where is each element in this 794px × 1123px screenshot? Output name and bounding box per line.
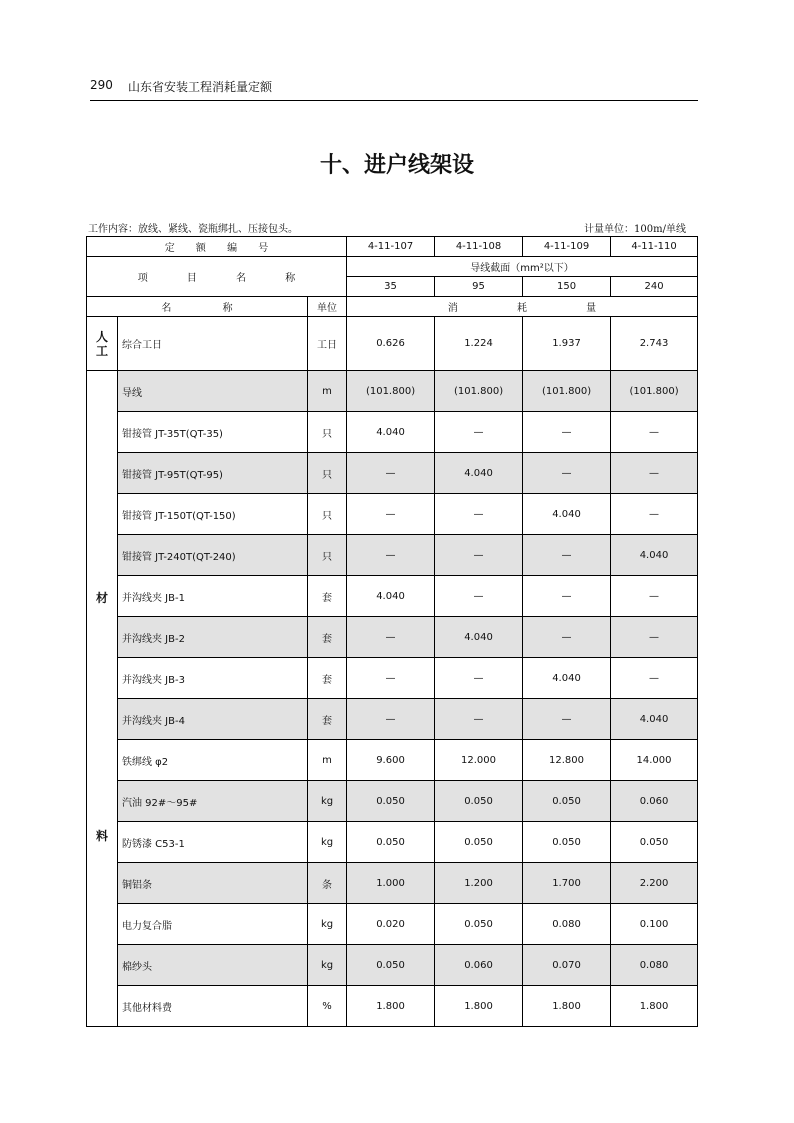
- material-value: 0.050: [347, 781, 435, 822]
- material-value: —: [611, 412, 698, 453]
- material-value: 1.200: [435, 863, 523, 904]
- material-item-unit: kg: [308, 904, 347, 945]
- material-row: [87, 904, 698, 945]
- material-value: —: [611, 576, 698, 617]
- material-item-name: 其他材料费: [118, 986, 308, 1027]
- material-value: 1.800: [347, 986, 435, 1027]
- book-title: 山东省安装工程消耗量定额: [128, 80, 273, 94]
- material-item-unit: 只: [308, 535, 347, 576]
- material-row: [87, 371, 698, 412]
- page-number: 290: [90, 78, 113, 92]
- quota-code-label: 定 额 编 号: [87, 237, 347, 257]
- material-value: 0.020: [347, 904, 435, 945]
- material-value: —: [611, 617, 698, 658]
- material-row: [87, 740, 698, 781]
- material-value: 0.080: [611, 945, 698, 986]
- material-row: [87, 412, 698, 453]
- material-item-name: 铜铝条: [118, 863, 308, 904]
- material-row: [87, 945, 698, 986]
- material-value: —: [435, 494, 523, 535]
- material-row: [87, 535, 698, 576]
- material-item-unit: 只: [308, 494, 347, 535]
- material-item-name: 并沟线夹 JB-3: [118, 658, 308, 699]
- material-value: —: [347, 494, 435, 535]
- material-value: —: [611, 453, 698, 494]
- material-value: —: [611, 494, 698, 535]
- col-unit-header: 单位: [308, 297, 347, 317]
- labor-group-char: 工: [95, 343, 108, 358]
- measure-unit: 计量单位：100m/单线: [584, 224, 686, 235]
- size-value: 150: [523, 277, 611, 297]
- material-value: 0.050: [611, 822, 698, 863]
- material-item-unit: kg: [308, 781, 347, 822]
- material-value: 2.200: [611, 863, 698, 904]
- material-group-char: 料: [95, 829, 108, 843]
- material-value: 0.060: [611, 781, 698, 822]
- quota-code: 4-11-107: [347, 237, 435, 257]
- material-item-name: 防锈漆 C53-1: [118, 822, 308, 863]
- material-item-unit: kg: [308, 822, 347, 863]
- material-value: 0.050: [435, 781, 523, 822]
- material-item-unit: 只: [308, 453, 347, 494]
- material-item-name: 铁绑线 φ2: [118, 740, 308, 781]
- material-row: [87, 822, 698, 863]
- labor-row: [87, 317, 698, 371]
- material-value: 4.040: [523, 494, 611, 535]
- material-value: (101.800): [347, 371, 435, 412]
- material-row: [87, 617, 698, 658]
- material-value: —: [347, 699, 435, 740]
- material-value: 4.040: [523, 658, 611, 699]
- labor-value: 2.743: [611, 317, 698, 371]
- material-row: [87, 986, 698, 1027]
- col-consumption-header: 消 耗 量: [347, 297, 698, 317]
- labor-value: 1.937: [523, 317, 611, 371]
- material-item-unit: m: [308, 371, 347, 412]
- material-row: [87, 781, 698, 822]
- material-value: —: [523, 412, 611, 453]
- material-item-name: 钳接管 JT-35T(QT-35): [118, 412, 308, 453]
- material-value: —: [435, 576, 523, 617]
- quota-code: 4-11-109: [523, 237, 611, 257]
- section-header-row: [87, 257, 698, 277]
- material-item-unit: 只: [308, 412, 347, 453]
- column-header-row: [87, 297, 698, 317]
- material-value: 1.800: [523, 986, 611, 1027]
- material-item-unit: 套: [308, 699, 347, 740]
- labor-value: 1.224: [435, 317, 523, 371]
- material-item-name: 并沟线夹 JB-4: [118, 699, 308, 740]
- material-item-unit: 条: [308, 863, 347, 904]
- material-value: 0.050: [347, 945, 435, 986]
- material-value: —: [523, 453, 611, 494]
- material-value: 4.040: [435, 617, 523, 658]
- material-value: —: [611, 658, 698, 699]
- material-value: (101.800): [611, 371, 698, 412]
- material-group-char: 材: [95, 591, 108, 605]
- material-value: 0.050: [347, 822, 435, 863]
- material-value: (101.800): [523, 371, 611, 412]
- labor-group-char: 人: [95, 329, 108, 344]
- material-item-name: 钳接管 JT-95T(QT-95): [118, 453, 308, 494]
- page-header: [90, 74, 698, 100]
- material-value: —: [347, 453, 435, 494]
- material-item-name: 钳接管 JT-150T(QT-150): [118, 494, 308, 535]
- labor-group-label: [87, 317, 118, 371]
- quota-code: 4-11-108: [435, 237, 523, 257]
- table-meta: [88, 220, 696, 234]
- material-row: [87, 494, 698, 535]
- material-value: —: [523, 617, 611, 658]
- material-item-name: 电力复合脂: [118, 904, 308, 945]
- quota-code-row: [87, 237, 698, 257]
- material-value: (101.800): [435, 371, 523, 412]
- material-value: —: [523, 576, 611, 617]
- material-value: 12.800: [523, 740, 611, 781]
- work-content: 工作内容：放线、紧线、瓷瓶绑扎、压接包头。: [88, 224, 298, 235]
- material-value: 1.000: [347, 863, 435, 904]
- material-value: 0.050: [435, 904, 523, 945]
- material-value: —: [435, 412, 523, 453]
- material-value: 4.040: [611, 535, 698, 576]
- quota-code: 4-11-110: [611, 237, 698, 257]
- section-label: 导线截面（mm²以下）: [347, 257, 698, 277]
- material-value: 0.080: [523, 904, 611, 945]
- material-row: [87, 658, 698, 699]
- labor-value: 0.626: [347, 317, 435, 371]
- header-rule: [90, 100, 698, 101]
- material-item-unit: m: [308, 740, 347, 781]
- material-value: —: [523, 535, 611, 576]
- material-item-name: 棉纱头: [118, 945, 308, 986]
- col-name-header: 名 称: [87, 297, 308, 317]
- material-value: 14.000: [611, 740, 698, 781]
- material-group-label: [87, 371, 118, 1027]
- material-value: 4.040: [435, 453, 523, 494]
- material-value: 0.070: [523, 945, 611, 986]
- material-value: —: [435, 658, 523, 699]
- material-row: [87, 453, 698, 494]
- material-item-name: 并沟线夹 JB-2: [118, 617, 308, 658]
- material-item-unit: 套: [308, 658, 347, 699]
- material-value: 1.800: [611, 986, 698, 1027]
- labor-item-name: 综合工日: [118, 317, 308, 371]
- material-row: [87, 576, 698, 617]
- size-value: 35: [347, 277, 435, 297]
- material-value: 0.050: [435, 822, 523, 863]
- material-row: [87, 863, 698, 904]
- material-row: [87, 699, 698, 740]
- quota-table: [86, 236, 698, 1027]
- size-value: 240: [611, 277, 698, 297]
- material-item-name: 导线: [118, 371, 308, 412]
- material-item-unit: 套: [308, 617, 347, 658]
- material-value: —: [347, 535, 435, 576]
- material-value: 0.060: [435, 945, 523, 986]
- material-item-unit: kg: [308, 945, 347, 986]
- material-value: 4.040: [347, 412, 435, 453]
- material-value: 0.050: [523, 822, 611, 863]
- material-item-unit: %: [308, 986, 347, 1027]
- material-item-name: 汽油 92#～95#: [118, 781, 308, 822]
- material-value: 0.050: [523, 781, 611, 822]
- material-item-name: 钳接管 JT-240T(QT-240): [118, 535, 308, 576]
- material-value: 1.700: [523, 863, 611, 904]
- material-value: 9.600: [347, 740, 435, 781]
- material-value: —: [523, 699, 611, 740]
- material-item-name: 并沟线夹 JB-1: [118, 576, 308, 617]
- material-value: —: [435, 535, 523, 576]
- material-value: 4.040: [611, 699, 698, 740]
- section-title: 十、进户线架设: [319, 153, 474, 178]
- material-item-unit: 套: [308, 576, 347, 617]
- material-value: 4.040: [347, 576, 435, 617]
- material-value: —: [347, 617, 435, 658]
- material-value: —: [347, 658, 435, 699]
- item-name-label: 项 目 名 称: [87, 257, 347, 297]
- material-value: —: [435, 699, 523, 740]
- material-value: 0.100: [611, 904, 698, 945]
- material-value: 1.800: [435, 986, 523, 1027]
- labor-item-unit: 工日: [308, 317, 347, 371]
- size-value: 95: [435, 277, 523, 297]
- material-value: 12.000: [435, 740, 523, 781]
